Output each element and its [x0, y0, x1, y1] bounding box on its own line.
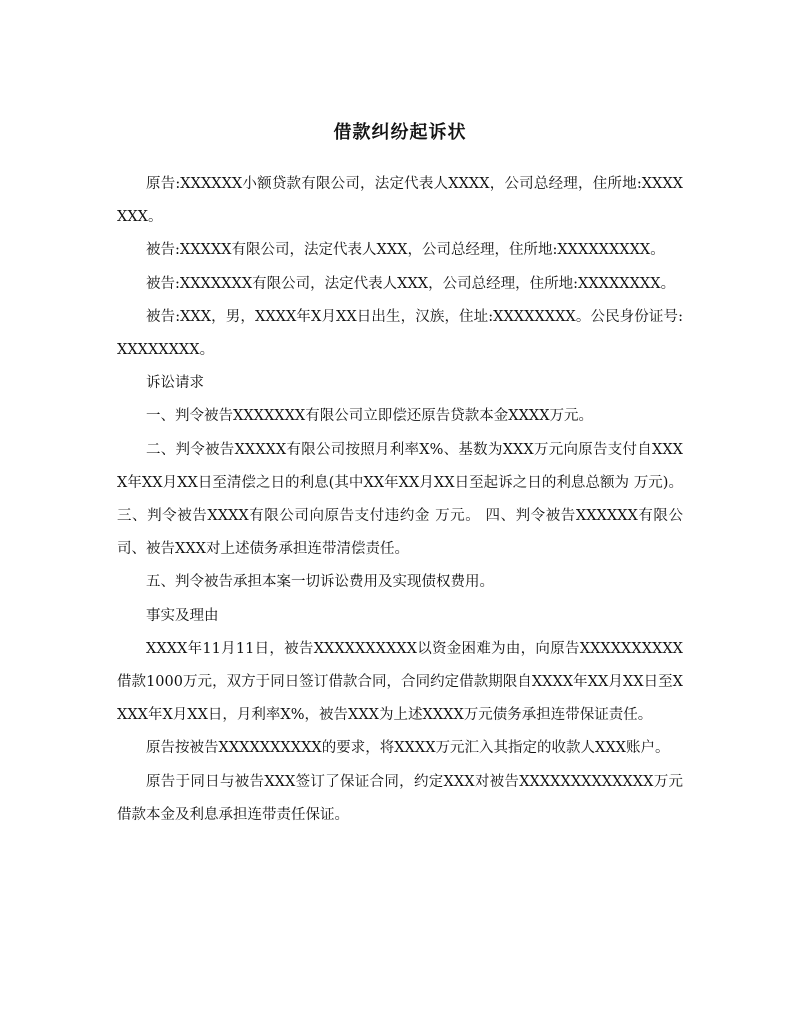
document-body — [117, 168, 683, 832]
claim-2-4-paragraph: 二、判令被告XXXXX有限公司按照月利率X%、基数为XXX万元向原告支付自XXXX年XX月XX日至清偿之日的利息(其中XX年XX月XX日至起诉之日的利息总额为 万元)。 三、判令被告XXXX有限公司向原告支付违约金 万元。 四、判令被告XXXXXX有限公司、被告XXX对上述债务承担连带清偿责任。 — [117, 441, 683, 558]
claims-heading: 诉讼请求 — [146, 375, 204, 392]
facts-paragraph-1: XXXX年11月11日，被告XXXXXXXXXX以资金困难为由，向原告XXXXXXXXXX借款1000万元，双方于同日签订借款合同，合同约定借款期限自XXXX年XX月XX日至XXXX年X月XX日，月利率X%，被告XXX为上述XXXX万元债务承担连带保证责任。 — [117, 640, 683, 724]
facts-heading: 事实及理由 — [146, 607, 219, 624]
facts-paragraph-2: 原告按被告XXXXXXXXXX的要求，将XXXX万元汇入其指定的收款人XXX账户。 — [146, 740, 670, 757]
plaintiff-paragraph: 原告:XXXXXX小额贷款有限公司，法定代表人XXXX，公司总经理，住所地:XXXXXXX。 — [117, 176, 683, 226]
document-title: 借款纠纷起诉状 — [333, 122, 467, 143]
facts-paragraph-3: 原告于同日与被告XXX签订了保证合同，约定XXX对被告XXXXXXXXXXXXX万元借款本金及利息承担连带责任保证。 — [117, 773, 683, 823]
claim-1-paragraph: 一、判令被告XXXXXXX有限公司立即偿还原告贷款本金XXXX万元。 — [146, 408, 594, 425]
defendant-3-paragraph: 被告:XXX，男，XXXX年X月XX日出生，汉族，住址:XXXXXXXX。公民身份证号:XXXXXXXX。 — [117, 308, 683, 359]
claim-5-paragraph: 五、判令被告承担本案一切诉讼费用及实现债权费用。 — [146, 574, 494, 591]
defendant-2-paragraph: 被告:XXXXXXX有限公司，法定代表人XXX，公司总经理，住所地:XXXXXXXX。 — [146, 275, 676, 292]
defendant-1-paragraph: 被告:XXXXX有限公司，法定代表人XXX，公司总经理，住所地:XXXXXXXXX。 — [146, 242, 665, 259]
